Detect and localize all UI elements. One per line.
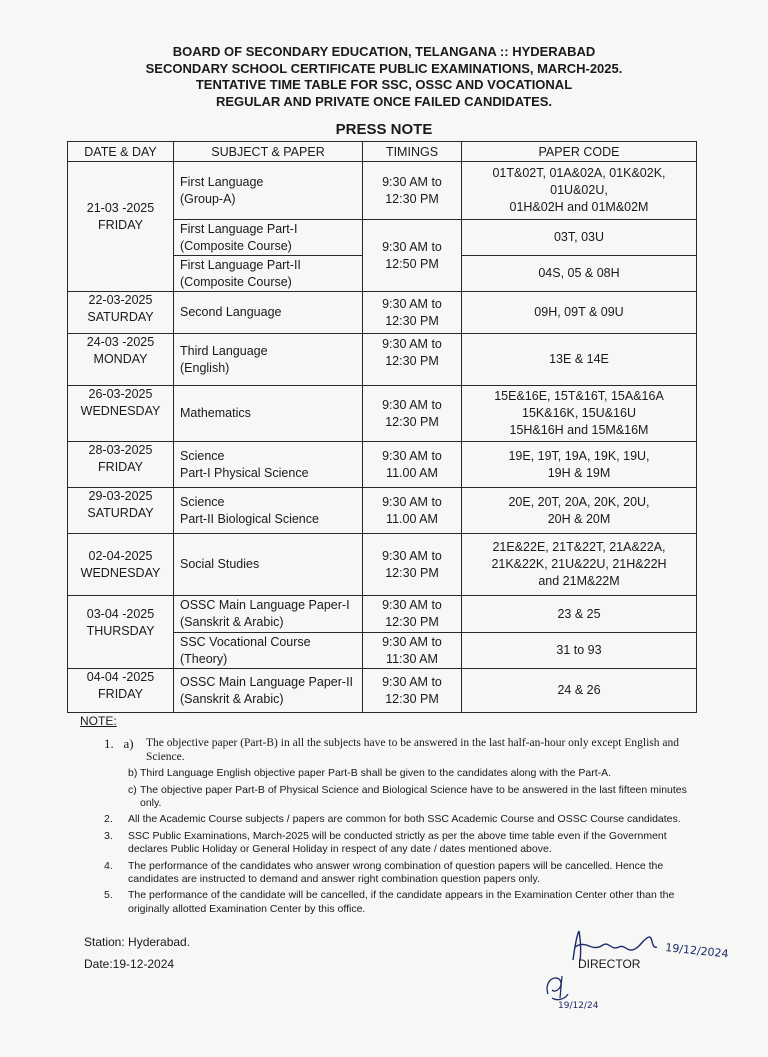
- subject-cell: [174, 596, 363, 633]
- signature-date: 19/12/2024: [664, 941, 730, 961]
- subject-line: Science: [180, 448, 225, 463]
- subject-cell: [174, 669, 363, 713]
- code-line: 03T, 03U: [553, 230, 605, 244]
- timing-line: 12:30 PM: [385, 615, 439, 629]
- code-line: 19E, 19T, 19A, 19K, 19U,: [508, 448, 650, 463]
- note-item: [80, 813, 700, 826]
- date-cell: [68, 488, 174, 534]
- code-line: 01H&02H and 01M&02M: [509, 200, 649, 214]
- date-cell: [68, 334, 174, 386]
- date-cell: [68, 442, 174, 488]
- note-number-text: 1.: [104, 736, 114, 752]
- director-title: DIRECTOR: [578, 957, 641, 971]
- code-cell: [462, 669, 697, 713]
- subject-line: Third Language: [180, 343, 268, 358]
- timing-line: 9:30 AM to: [382, 448, 442, 463]
- timing-line: 11.00 AM: [386, 465, 438, 480]
- subject-cell: [174, 220, 363, 256]
- code-line: 01T&02T, 01A&02A, 01K&02K,: [492, 166, 666, 180]
- note-item: [80, 830, 700, 857]
- subject-cell: [174, 442, 363, 488]
- subject-line: (Sanskrit & Arabic): [180, 615, 284, 629]
- timing-cell: [363, 596, 462, 633]
- column-header-timings: TIMINGS: [363, 142, 462, 162]
- subject-cell: [174, 633, 363, 669]
- code-line: 31 to 93: [556, 643, 602, 657]
- code-cell: [462, 334, 697, 386]
- subject-cell: [174, 334, 363, 386]
- timing-line: 11:30 AM: [386, 651, 438, 666]
- day-text: THURSDAY: [86, 624, 155, 638]
- candidates-title: REGULAR AND PRIVATE ONCE FAILED CANDIDATES.: [215, 93, 553, 109]
- date-cell: [68, 534, 174, 596]
- column-header-date: DATE & DAY: [68, 142, 174, 162]
- timing-line: 12:50 PM: [385, 256, 439, 271]
- code-line: 21E&22E, 21T&22T, 21A&22A,: [492, 540, 666, 554]
- code-cell: [462, 488, 697, 534]
- note-label: a): [123, 736, 134, 752]
- code-cell: [462, 292, 697, 334]
- subject-cell: [174, 488, 363, 534]
- note-text: The objective paper Part-B of Physical Science and Biological Science have to be answered in the last fifteen minutes only.: [140, 783, 687, 810]
- subject-cell: [174, 292, 363, 334]
- subject-line: (Sanskrit & Arabic): [180, 691, 284, 706]
- date-cell: [68, 386, 174, 442]
- code-cell: [462, 256, 697, 292]
- code-cell: [462, 534, 697, 596]
- exam-title: SECONDARY SCHOOL CERTIFICATE PUBLIC EXAMINATIONS, MARCH-2025.: [145, 60, 623, 76]
- code-line: 13E & 14E: [549, 352, 609, 366]
- subject-line: First Language Part-II: [180, 257, 301, 272]
- note-text: The objective paper (Part-B) in all the subjects have to be answered in the last half-an-hour only except English and Science.: [146, 737, 679, 763]
- date-text: 26-03-2025: [88, 387, 153, 401]
- day-text: FRIDAY: [98, 460, 143, 474]
- note-number: 5.: [104, 889, 113, 902]
- timing-line: 9:30 AM to: [382, 548, 442, 563]
- day-text: FRIDAY: [98, 687, 143, 701]
- note-label: c): [128, 783, 137, 796]
- code-line: 19H & 19M: [547, 465, 611, 480]
- subject-line: SSC Vocational Course: [180, 634, 311, 649]
- table-row: [68, 386, 697, 442]
- timing-line: 9:30 AM to: [382, 674, 442, 689]
- subject-cell: [174, 534, 363, 596]
- code-cell: [462, 162, 697, 220]
- timing-cell: [363, 534, 462, 596]
- code-cell: [462, 386, 697, 442]
- timing-cell: [363, 334, 462, 386]
- timing-line: 12:30 PM: [385, 565, 439, 580]
- code-line: 15K&16K, 15U&16U: [522, 406, 636, 420]
- notes-section: [80, 715, 700, 919]
- timing-cell: [363, 292, 462, 334]
- table-row: [68, 162, 697, 220]
- subject-cell: [174, 162, 363, 220]
- subject-cell: [174, 386, 363, 442]
- code-line: 20H & 20M: [547, 511, 611, 526]
- table-row: [68, 534, 697, 596]
- timing-line: 9:30 AM to: [382, 296, 442, 311]
- note-item: [80, 889, 700, 916]
- subject-line: (Group-A): [180, 191, 236, 206]
- date-text: 03-04 -2025: [86, 607, 155, 621]
- note-number: 2.: [104, 813, 113, 826]
- timing-line: 9:30 AM to: [382, 397, 442, 412]
- date-text: 28-03-2025: [88, 443, 153, 457]
- table-row: [68, 442, 697, 488]
- timing-cell: [363, 669, 462, 713]
- date-text: 24-03 -2025: [86, 335, 155, 349]
- column-header-code: PAPER CODE: [462, 142, 697, 162]
- code-cell: [462, 220, 697, 256]
- subject-line: (Composite Course): [180, 238, 292, 253]
- note-label: b): [128, 767, 138, 780]
- note-item: [80, 860, 700, 887]
- subject-line: (Theory): [180, 651, 228, 666]
- column-header-subject: SUBJECT & PAPER: [174, 142, 363, 162]
- table-row: [68, 669, 697, 713]
- subject-line: Part-II Biological Science: [180, 511, 319, 526]
- timing-cell: [363, 633, 462, 669]
- day-text: WEDNESDAY: [80, 565, 161, 580]
- date-cell: [68, 596, 174, 669]
- code-line: 04S, 05 & 08H: [538, 266, 620, 280]
- subject-line: Science: [180, 494, 225, 509]
- code-line: 23 & 25: [557, 606, 601, 621]
- initials-signature: [540, 968, 620, 1013]
- table-row: [68, 596, 697, 633]
- table-row: [68, 292, 697, 334]
- timing-line: 12:30 PM: [385, 313, 439, 328]
- note-text: The performance of the candidates who answer wrong combination of question papers will be cancelled. Hence the candidates are instructed to demand and answer right combination question papers only.: [128, 859, 664, 886]
- code-line: 21K&22K, 21U&22U, 21H&22H: [491, 557, 667, 571]
- timetable-title: TENTATIVE TIME TABLE FOR SSC, OSSC AND VOCATIONAL: [195, 77, 573, 92]
- day-text: FRIDAY: [98, 218, 143, 232]
- document-header: [0, 44, 768, 110]
- subject-line: (Composite Course): [180, 274, 292, 289]
- timing-line: 9:30 AM to: [382, 598, 442, 612]
- subject-line: Social Studies: [180, 557, 260, 571]
- subject-line: Second Language: [180, 305, 282, 319]
- note-item: [80, 737, 700, 764]
- subject-line: (English): [180, 360, 230, 375]
- timing-line: 12:30 PM: [385, 354, 439, 368]
- date-text: Date:19-12-2024: [84, 957, 175, 971]
- timing-line: 9:30 AM to: [382, 239, 442, 254]
- day-text: SATURDAY: [87, 506, 154, 520]
- timing-line: 12:30 PM: [385, 691, 439, 706]
- code-line: 15H&16H and 15M&16M: [509, 423, 649, 437]
- code-line: 01U&02U,: [550, 183, 608, 197]
- initials-date: 19/12/24: [558, 1001, 599, 1011]
- code-cell: [462, 596, 697, 633]
- timing-cell: [363, 488, 462, 534]
- timing-line: 9:30 AM to: [382, 634, 442, 649]
- code-line: 09H, 09T & 09U: [534, 305, 624, 319]
- timing-cell: [363, 442, 462, 488]
- timing-line: 9:30 AM to: [382, 174, 442, 189]
- note-item: [80, 784, 700, 811]
- date-cell: [68, 669, 174, 713]
- table-row: [68, 488, 697, 534]
- note-item: [80, 767, 700, 780]
- subject-line: OSSC Main Language Paper-II: [180, 674, 354, 689]
- timetable: [67, 141, 697, 713]
- director-signature: [565, 925, 735, 970]
- timing-line: 9:30 AM to: [382, 494, 442, 509]
- day-text: MONDAY: [93, 352, 148, 366]
- timing-line: 9:30 AM to: [382, 337, 442, 351]
- code-line: 15E&16E, 15T&16T, 15A&16A: [494, 389, 664, 403]
- station-text: Station: Hyderabad.: [84, 935, 191, 949]
- timing-cell: [363, 162, 462, 220]
- code-line: 24 & 26: [557, 683, 601, 697]
- note-text: SSC Public Examinations, March-2025 will be conducted strictly as per the above time table even if the Government declares Public Holiday or General Holiday in respect of any date / dates mentioned above.: [128, 829, 667, 856]
- table-row: [68, 334, 697, 386]
- date-text: 22-03-2025: [88, 293, 153, 307]
- notes-title: NOTE:: [80, 714, 117, 728]
- note-text: All the Academic Course subjects / papers are common for both SSC Academic Course and OSSC Course candidates.: [128, 813, 681, 826]
- note-number: [104, 737, 134, 750]
- date-text: 29-03-2025: [88, 489, 153, 503]
- subject-line: Part-I Physical Science: [180, 465, 309, 480]
- board-title: BOARD OF SECONDARY EDUCATION, TELANGANA :: HYDERABAD: [172, 44, 596, 59]
- note-number: 3.: [104, 829, 113, 842]
- timing-cell: [363, 386, 462, 442]
- timing-cell: [363, 220, 462, 292]
- date-text: 04-04 -2025: [86, 670, 155, 684]
- date-text: 02-04-2025: [88, 548, 153, 563]
- timing-line: 11.00 AM: [386, 511, 438, 526]
- subject-line: First Language: [180, 174, 264, 189]
- day-text: SATURDAY: [87, 310, 154, 324]
- subject-cell: [174, 256, 363, 292]
- timing-line: 12:30 PM: [385, 414, 439, 429]
- subject-line: First Language Part-I: [180, 221, 298, 236]
- timing-line: 12:30 PM: [385, 191, 439, 206]
- code-cell: [462, 442, 697, 488]
- date-cell: [68, 292, 174, 334]
- day-text: WEDNESDAY: [80, 404, 161, 418]
- date-cell: [68, 162, 174, 292]
- note-text: The performance of the candidate will be cancelled, if the candidate appears in the Examination Center other than the originally allotted Examination Center by this office.: [128, 889, 675, 915]
- subject-line: OSSC Main Language Paper-I: [180, 598, 350, 612]
- table-header-row: [68, 142, 697, 162]
- code-cell: [462, 633, 697, 669]
- code-line: 20E, 20T, 20A, 20K, 20U,: [508, 494, 650, 509]
- code-line: and 21M&22M: [538, 574, 620, 588]
- press-note-heading: PRESS NOTE: [335, 121, 433, 138]
- date-text: 21-03 -2025: [86, 201, 155, 215]
- subject-line: Mathematics: [180, 406, 251, 420]
- note-number: 4.: [104, 859, 113, 872]
- note-text: Third Language English objective paper Part-B shall be given to the candidates along with the Part-A.: [140, 767, 612, 780]
